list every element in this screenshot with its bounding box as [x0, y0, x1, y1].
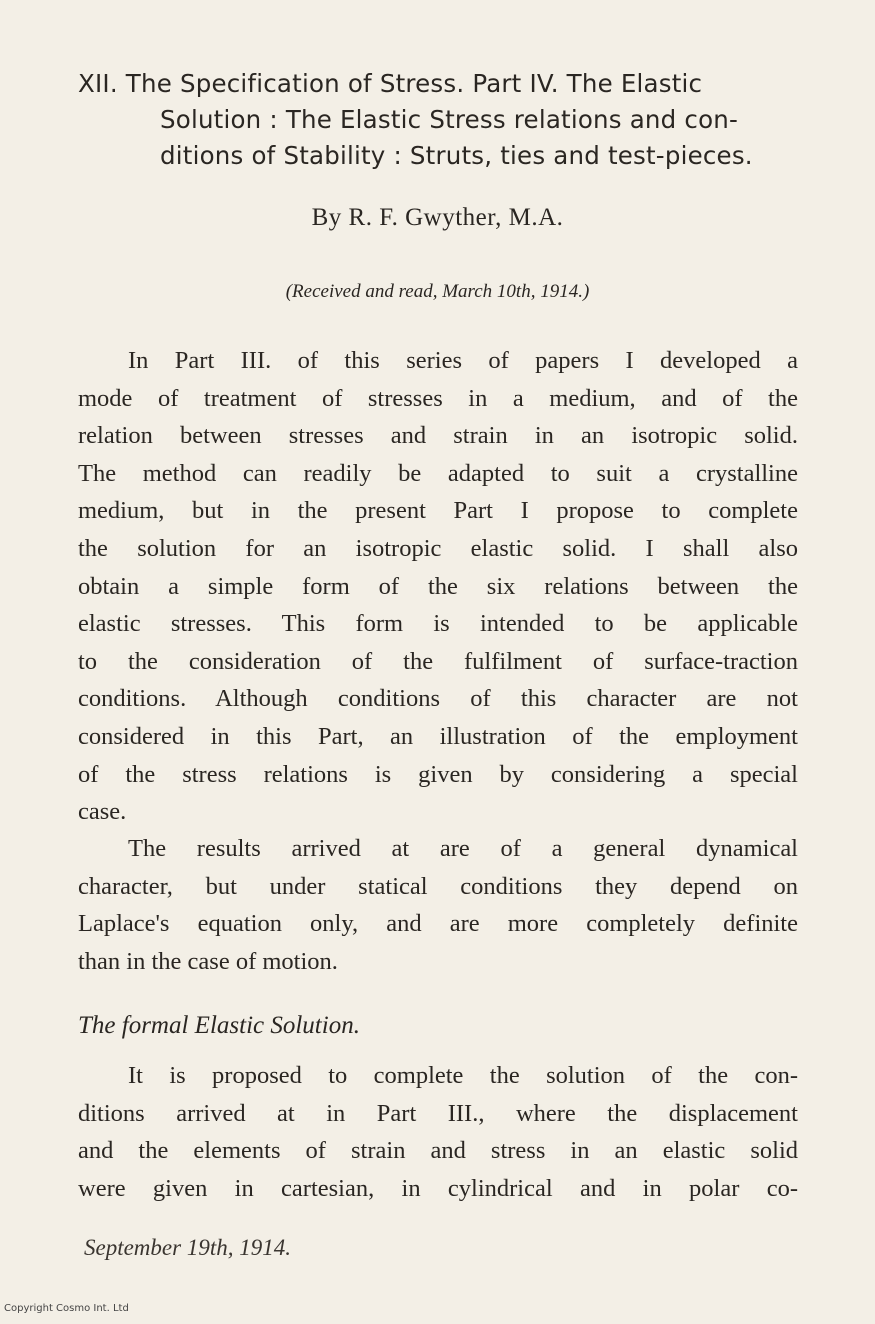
text-line: Laplace's equation only, and are more completely definite	[78, 910, 798, 938]
footer-date: September 19th, 1914.	[84, 1235, 291, 1260]
text-line: were given in cartesian, in cylindrical and in polar co-	[78, 1174, 798, 1202]
text-line: the solution for an isotropic elastic solid. I shall also	[78, 534, 798, 562]
text-line: considered in this Part, an illustration of the employment	[78, 722, 798, 750]
text-line: The method can readily be adapted to suit a crystalline	[78, 459, 798, 487]
section-heading: The formal Elastic Solution.	[78, 1012, 360, 1039]
text-line: It is proposed to complete the solution of the con-	[128, 1062, 798, 1089]
text-line: conditions. Although conditions of this character are not	[78, 685, 798, 713]
text-line: relation between stresses and strain in an isotropic solid.	[78, 422, 798, 450]
text-line: and the elements of strain and stress in an elastic solid	[78, 1137, 798, 1165]
copyright-notice: Copyright Cosmo Int. Ltd	[4, 1303, 129, 1314]
text-line: elastic stresses. This form is intended to be applicable	[78, 610, 798, 638]
text-line: In Part III. of this series of papers I developed a	[128, 347, 798, 374]
text-line: than in the case of motion.	[78, 947, 338, 975]
text-line: character, but under statical conditions they depend on	[78, 872, 798, 900]
text-line: mode of treatment of stresses in a medium, and of the	[78, 384, 798, 412]
article-title	[78, 66, 808, 174]
paragraph-1	[78, 342, 798, 831]
title-line-3: ditions of Stability : Struts, ties and test-pieces.	[160, 141, 753, 170]
title-line-2: Solution : The Elastic Stress relations and con-	[160, 105, 739, 134]
text-line: obtain a simple form of the six relations between the	[78, 572, 798, 600]
text-line: of the stress relations is given by considering a special	[78, 760, 798, 788]
text-line: medium, but in the present Part I propose to complete	[78, 497, 798, 525]
received-date: (Received and read, March 10th, 1914.)	[285, 281, 590, 302]
text-line: case.	[78, 798, 127, 826]
title-line-1: XII. The Specification of Stress. Part IV. The Elastic	[78, 69, 703, 98]
text-line: to the consideration of the fulfilment of surface-traction	[78, 647, 798, 675]
author-byline: By R. F. Gwyther, M.A.	[311, 204, 564, 231]
paragraph-2	[78, 830, 798, 980]
text-line: The results arrived at are of a general dynamical	[128, 835, 798, 862]
paragraph-3	[78, 1057, 798, 1207]
text-line: ditions arrived at in Part III., where the displacement	[78, 1099, 798, 1127]
